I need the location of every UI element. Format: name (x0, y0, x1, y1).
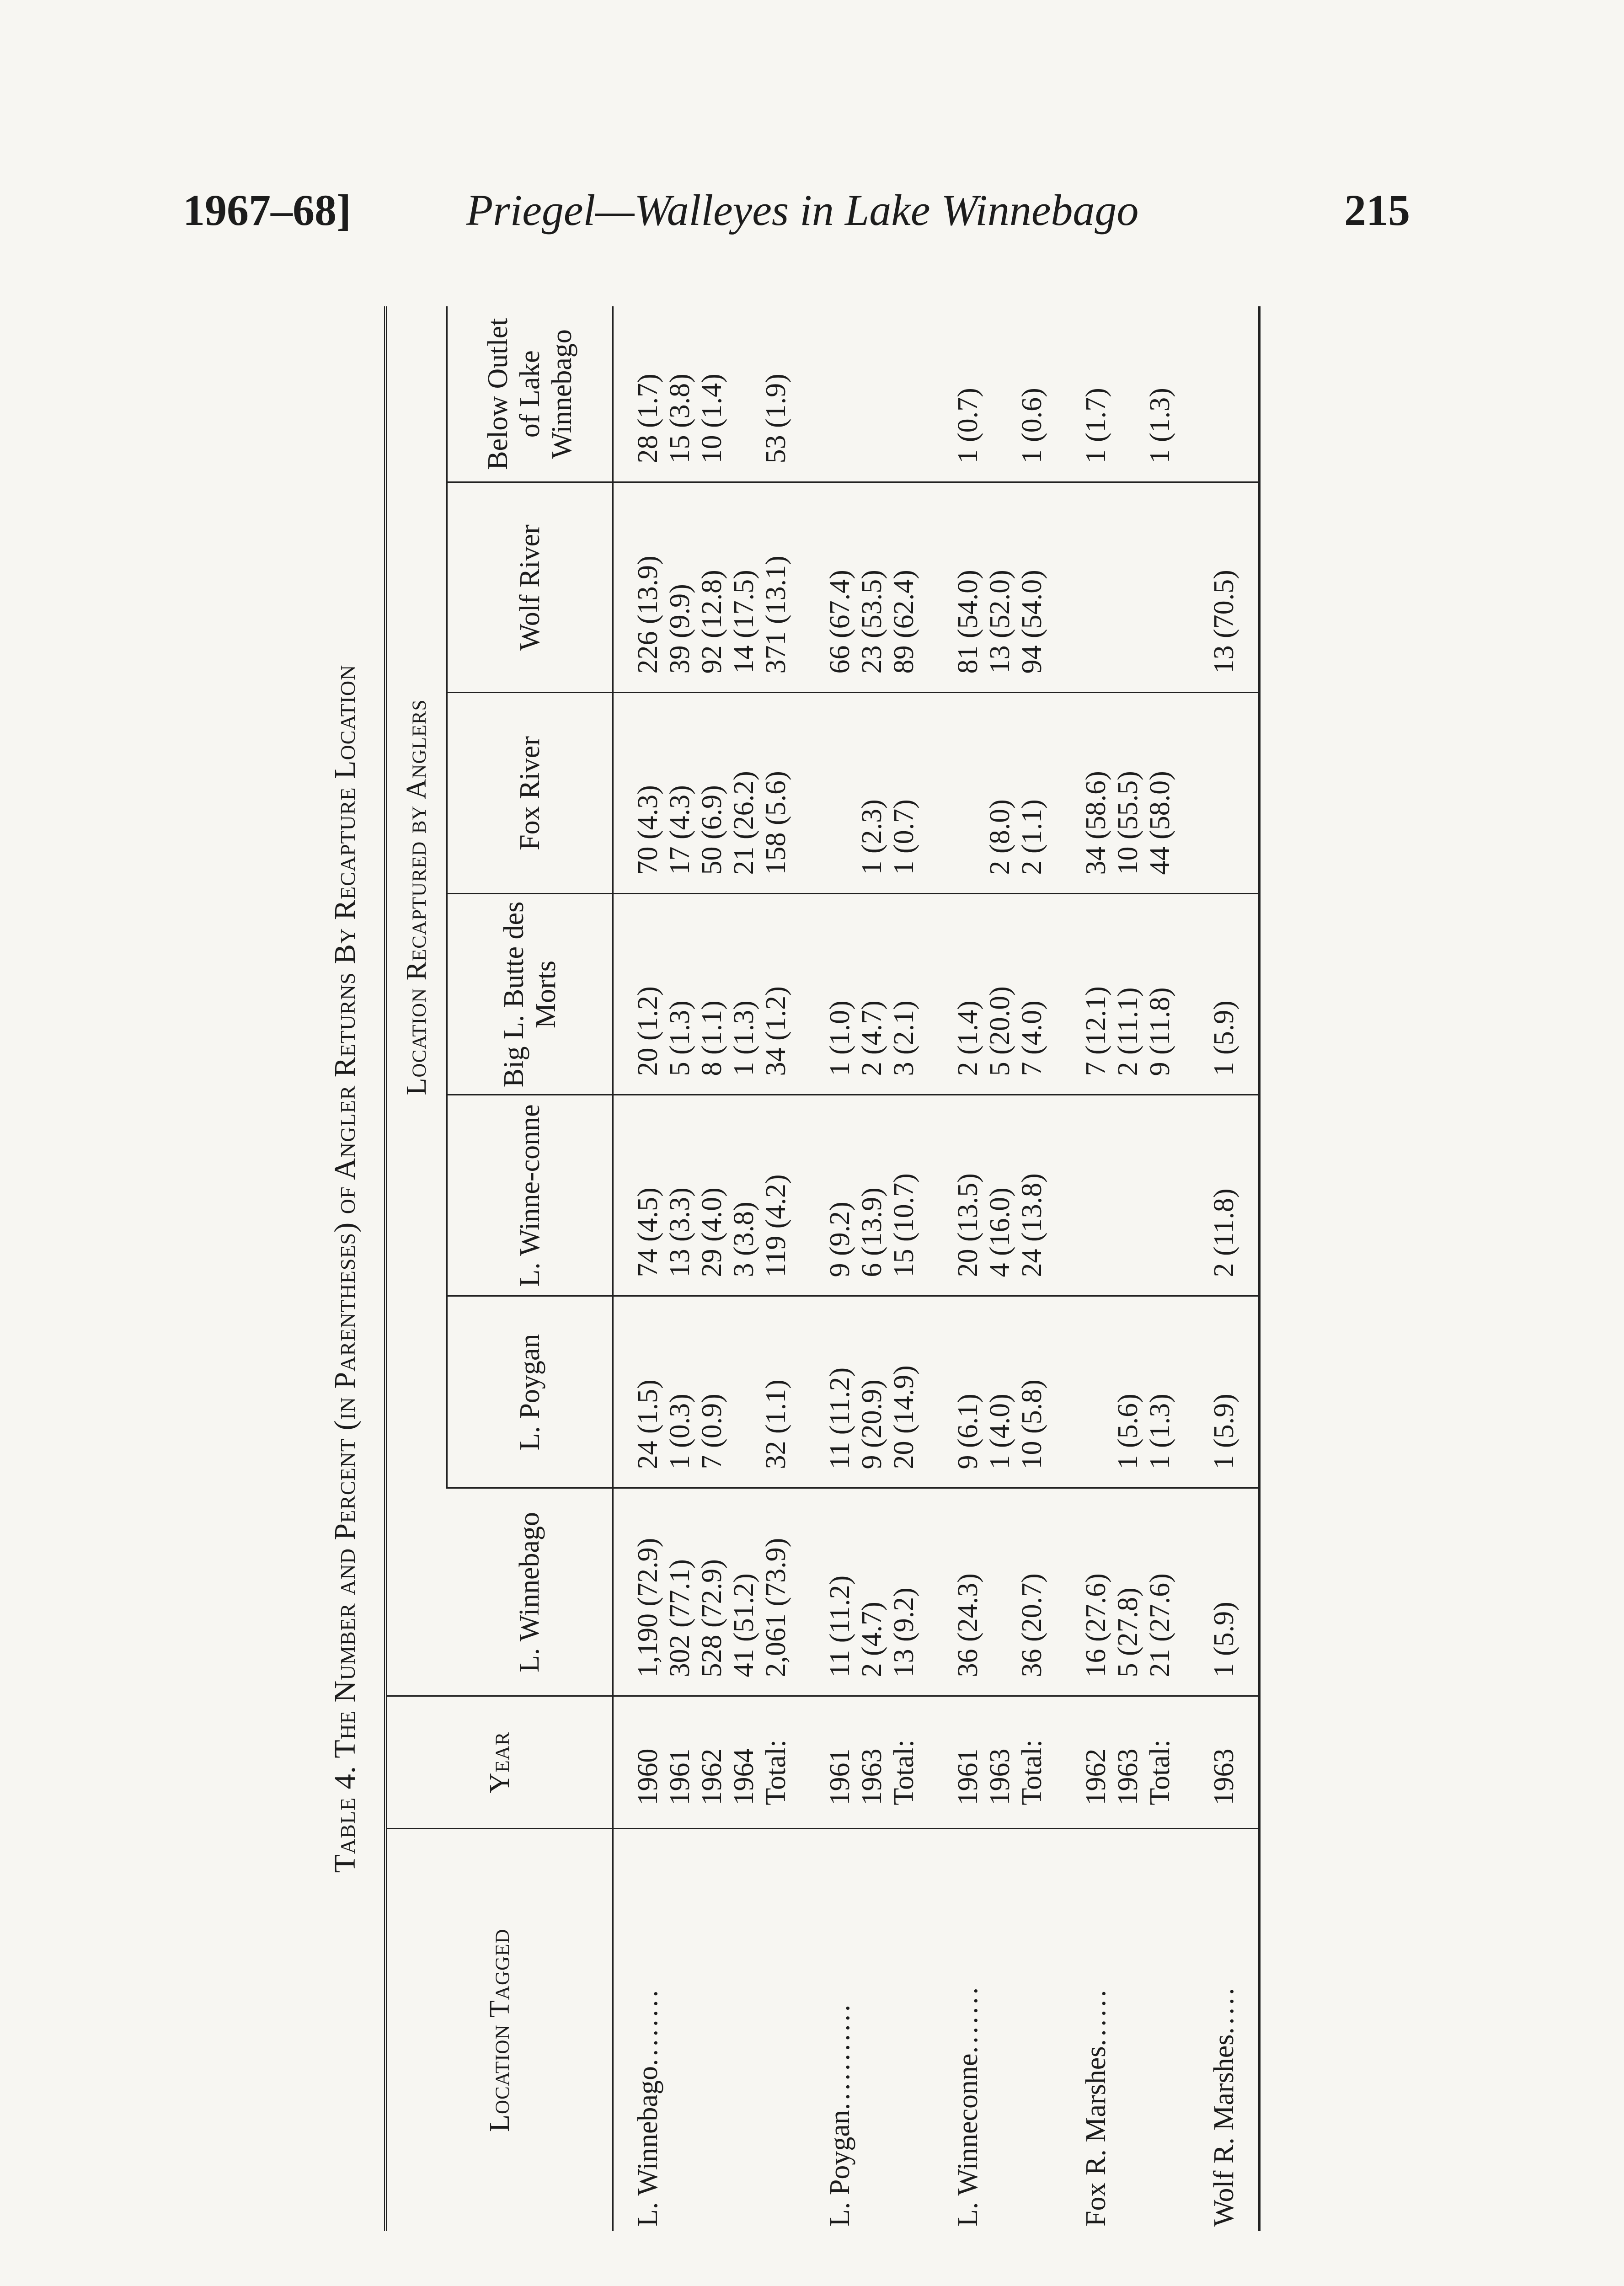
value-cell: 2 (11.1) (1112, 894, 1144, 1095)
value-cell: 9 (20.9) (856, 1296, 888, 1488)
value-cell: 1 (4.0) (984, 1296, 1016, 1488)
leader-dots: ..... (1208, 1985, 1239, 2035)
value-cell: 89 (62.4) (888, 482, 952, 693)
table-row (952, 306, 984, 2231)
angler-returns-table (384, 306, 1261, 2231)
location-tagged-cell (824, 1829, 856, 2231)
value-cell: 21 (27.6) (1144, 1488, 1208, 1696)
location-tagged-cell (856, 1829, 888, 2231)
value-cell: 1 (2.3) (856, 693, 888, 894)
table-row (613, 306, 664, 2231)
value-cell: 7 (12.1) (1080, 894, 1112, 1095)
table-row (760, 306, 824, 2231)
value-cell: 36 (24.3) (952, 1488, 984, 1696)
value-cell: 10 (1.4) (696, 306, 728, 482)
value-cell: 1 (1.3) (728, 894, 760, 1095)
value-cell (1112, 482, 1144, 693)
value-cell: 17 (4.3) (664, 693, 696, 894)
page-number: 215 (1344, 186, 1410, 235)
value-cell (1080, 482, 1112, 693)
value-cell: 1 (0.6) (1016, 306, 1080, 482)
value-cell: 39 (9.9) (664, 482, 696, 693)
location-name: L. Winneconne (952, 2053, 983, 2227)
leader-dots: ........ (632, 1987, 663, 2066)
year-cell: 1963 (1112, 1696, 1144, 1829)
location-tagged-cell (1080, 1829, 1112, 2231)
col-header-winnebago: L. Winnebago (447, 1488, 613, 1696)
location-tagged-cell (1112, 1829, 1144, 2231)
col-header-wolf-river: Wolf River (447, 482, 613, 693)
location-tagged-cell (696, 1829, 728, 2231)
value-cell (1208, 693, 1260, 894)
value-cell (888, 306, 952, 482)
location-tagged-cell (1208, 1829, 1260, 2231)
value-cell: 1 (5.9) (1208, 1296, 1260, 1488)
value-cell (856, 306, 888, 482)
value-cell: 158 (5.6) (760, 693, 824, 894)
value-cell: 13 (70.5) (1208, 482, 1260, 693)
value-cell: 6 (13.9) (856, 1095, 888, 1296)
value-cell: 1 (0.7) (888, 693, 952, 894)
value-cell: 3 (3.8) (728, 1095, 760, 1296)
running-head-title: Priegel—Walleyes in Lake Winnebago (466, 186, 1139, 235)
location-name: Wolf R. Marshes (1208, 2034, 1239, 2227)
col-header-location-tagged: Location Tagged (385, 1829, 613, 2231)
value-cell: 2 (11.8) (1208, 1095, 1260, 1296)
value-cell: 1 (5.9) (1208, 1488, 1260, 1696)
value-cell: 34 (1.2) (760, 894, 824, 1095)
value-cell (824, 306, 856, 482)
value-cell: 50 (6.9) (696, 693, 728, 894)
col-header-fox-river: Fox River (447, 693, 613, 894)
value-cell: 10 (5.8) (1016, 1296, 1080, 1488)
value-cell (1112, 306, 1144, 482)
table-row (984, 306, 1016, 2231)
value-cell: 11 (11.2) (824, 1296, 856, 1488)
value-cell (984, 1488, 1016, 1696)
value-cell: 23 (53.5) (856, 482, 888, 693)
value-cell: 1 (5.6) (1112, 1296, 1144, 1488)
value-cell: 7 (4.0) (1016, 894, 1080, 1095)
value-cell: 74 (4.5) (613, 1095, 664, 1296)
value-cell: 1 (1.7) (1080, 306, 1112, 482)
value-cell: 16 (27.6) (1080, 1488, 1112, 1696)
location-tagged-cell (952, 1829, 984, 2231)
value-cell: 11 (11.2) (824, 1488, 856, 1696)
location-tagged-cell (1144, 1829, 1208, 2231)
year-cell: Total: (888, 1696, 952, 1829)
col-header-below-outlet: Below Outlet of Lake Winnebago (447, 306, 613, 482)
value-cell: 24 (13.8) (1016, 1095, 1080, 1296)
value-cell: 44 (58.0) (1144, 693, 1208, 894)
value-cell: 70 (4.3) (613, 693, 664, 894)
value-cell (952, 693, 984, 894)
value-cell: 81 (54.0) (952, 482, 984, 693)
value-cell: 20 (14.9) (888, 1296, 952, 1488)
year-cell: Total: (1144, 1696, 1208, 1829)
value-cell: 13 (3.3) (664, 1095, 696, 1296)
value-cell: 5 (1.3) (664, 894, 696, 1095)
value-cell: 1 (1.0) (824, 894, 856, 1095)
value-cell: 2 (8.0) (984, 693, 1016, 894)
table-row (824, 306, 856, 2231)
location-tagged-cell (728, 1829, 760, 2231)
col-header-winneconne: L. Winne-conne (447, 1095, 613, 1296)
group-header-recaptured: Location Recaptured by Anglers (385, 306, 447, 1488)
value-cell (824, 693, 856, 894)
year-cell: 1963 (856, 1696, 888, 1829)
value-cell: 41 (51.2) (728, 1488, 760, 1696)
value-cell (1112, 1095, 1144, 1296)
value-cell: 66 (67.4) (824, 482, 856, 693)
value-cell: 8 (1.1) (696, 894, 728, 1095)
leader-dots: ........... (824, 2002, 855, 2110)
value-cell: 2 (4.7) (856, 1488, 888, 1696)
value-cell: 13 (52.0) (984, 482, 1016, 693)
location-name: Fox R. Marshes (1080, 2046, 1111, 2227)
year-cell: Total: (1016, 1696, 1080, 1829)
value-cell: 2 (4.7) (856, 894, 888, 1095)
value-cell: 302 (77.1) (664, 1488, 696, 1696)
value-cell (1208, 306, 1260, 482)
value-cell: 21 (26.2) (728, 693, 760, 894)
value-cell: 29 (4.0) (696, 1095, 728, 1296)
location-tagged-cell (613, 1829, 664, 2231)
value-cell (984, 306, 1016, 482)
value-cell: 14 (17.5) (728, 482, 760, 693)
table-row (1016, 306, 1080, 2231)
table-row (696, 306, 728, 2231)
value-cell: 94 (54.0) (1016, 482, 1080, 693)
col-header-butte-des-morts: Big L. Butte des Morts (447, 894, 613, 1095)
year-cell: 1961 (952, 1696, 984, 1829)
year-cell: 1964 (728, 1696, 760, 1829)
value-cell (1080, 1296, 1112, 1488)
running-head-left: 1967–68] (183, 186, 351, 235)
value-cell: 9 (11.8) (1144, 894, 1208, 1095)
location-tagged-cell (984, 1829, 1016, 2231)
year-cell: 1961 (824, 1696, 856, 1829)
value-cell (728, 306, 760, 482)
location-tagged-cell (888, 1829, 952, 2231)
value-cell: 34 (58.6) (1080, 693, 1112, 894)
year-cell: 1962 (1080, 1696, 1112, 1829)
value-cell (728, 1296, 760, 1488)
value-cell: 5 (27.8) (1112, 1488, 1144, 1696)
value-cell: 1 (1.3) (1144, 306, 1208, 482)
value-cell: 1,190 (72.9) (613, 1488, 664, 1696)
table-row (1112, 306, 1144, 2231)
value-cell: 53 (1.9) (760, 306, 824, 482)
value-cell: 1 (0.3) (664, 1296, 696, 1488)
table-row (728, 306, 760, 2231)
table-row (1208, 306, 1260, 2231)
table-row (888, 306, 952, 2231)
year-cell: Total: (760, 1696, 824, 1829)
value-cell: 5 (20.0) (984, 894, 1016, 1095)
value-cell: 2 (1.1) (1016, 693, 1080, 894)
value-cell: 9 (6.1) (952, 1296, 984, 1488)
value-cell: 15 (3.8) (664, 306, 696, 482)
value-cell: 32 (1.1) (760, 1296, 824, 1488)
location-tagged-cell (760, 1829, 824, 2231)
year-cell: 1962 (696, 1696, 728, 1829)
value-cell: 1 (5.9) (1208, 894, 1260, 1095)
value-cell: 1 (1.3) (1144, 1296, 1208, 1488)
location-name: L. Winnebago (632, 2066, 663, 2227)
year-cell: 1963 (984, 1696, 1016, 1829)
value-cell: 15 (10.7) (888, 1095, 952, 1296)
rotated-table-block (315, 306, 1298, 2231)
value-cell: 20 (1.2) (613, 894, 664, 1095)
table-caption: Table 4. The Number and Percent (in Parentheses) of Angler Returns By Recapture Location (328, 664, 362, 1873)
location-tagged-cell (664, 1829, 696, 2231)
year-cell: 1963 (1208, 1696, 1260, 1829)
table-row (1144, 306, 1208, 2231)
value-cell: 10 (55.5) (1112, 693, 1144, 894)
table-row (1080, 306, 1112, 2231)
value-cell: 371 (13.1) (760, 482, 824, 693)
value-cell: 24 (1.5) (613, 1296, 664, 1488)
value-cell: 226 (13.9) (613, 482, 664, 693)
value-cell: 1 (0.7) (952, 306, 984, 482)
table-row (856, 306, 888, 2231)
value-cell (1144, 1095, 1208, 1296)
leader-dots: ...... (1080, 1987, 1111, 2046)
value-cell: 13 (9.2) (888, 1488, 952, 1696)
value-cell: 3 (2.1) (888, 894, 952, 1095)
col-header-poygan: L. Poygan (447, 1296, 613, 1488)
value-cell (1144, 482, 1208, 693)
value-cell: 119 (4.2) (760, 1095, 824, 1296)
value-cell: 2 (1.4) (952, 894, 984, 1095)
table-body (613, 306, 1260, 2231)
year-cell: 1961 (664, 1696, 696, 1829)
col-header-year: Year (385, 1696, 613, 1829)
location-tagged-cell (1016, 1829, 1080, 2231)
year-cell: 1960 (613, 1696, 664, 1829)
table-row (664, 306, 696, 2231)
value-cell: 2,061 (73.9) (760, 1488, 824, 1696)
location-name: L. Poygan (824, 2110, 855, 2227)
value-cell (1080, 1095, 1112, 1296)
value-cell: 36 (20.7) (1016, 1488, 1080, 1696)
value-cell: 92 (12.8) (696, 482, 728, 693)
value-cell: 9 (9.2) (824, 1095, 856, 1296)
value-cell: 28 (1.7) (613, 306, 664, 482)
value-cell: 528 (72.9) (696, 1488, 728, 1696)
value-cell: 20 (13.5) (952, 1095, 984, 1296)
value-cell: 7 (0.9) (696, 1296, 728, 1488)
leader-dots: ....... (952, 1984, 983, 2054)
value-cell: 4 (16.0) (984, 1095, 1016, 1296)
